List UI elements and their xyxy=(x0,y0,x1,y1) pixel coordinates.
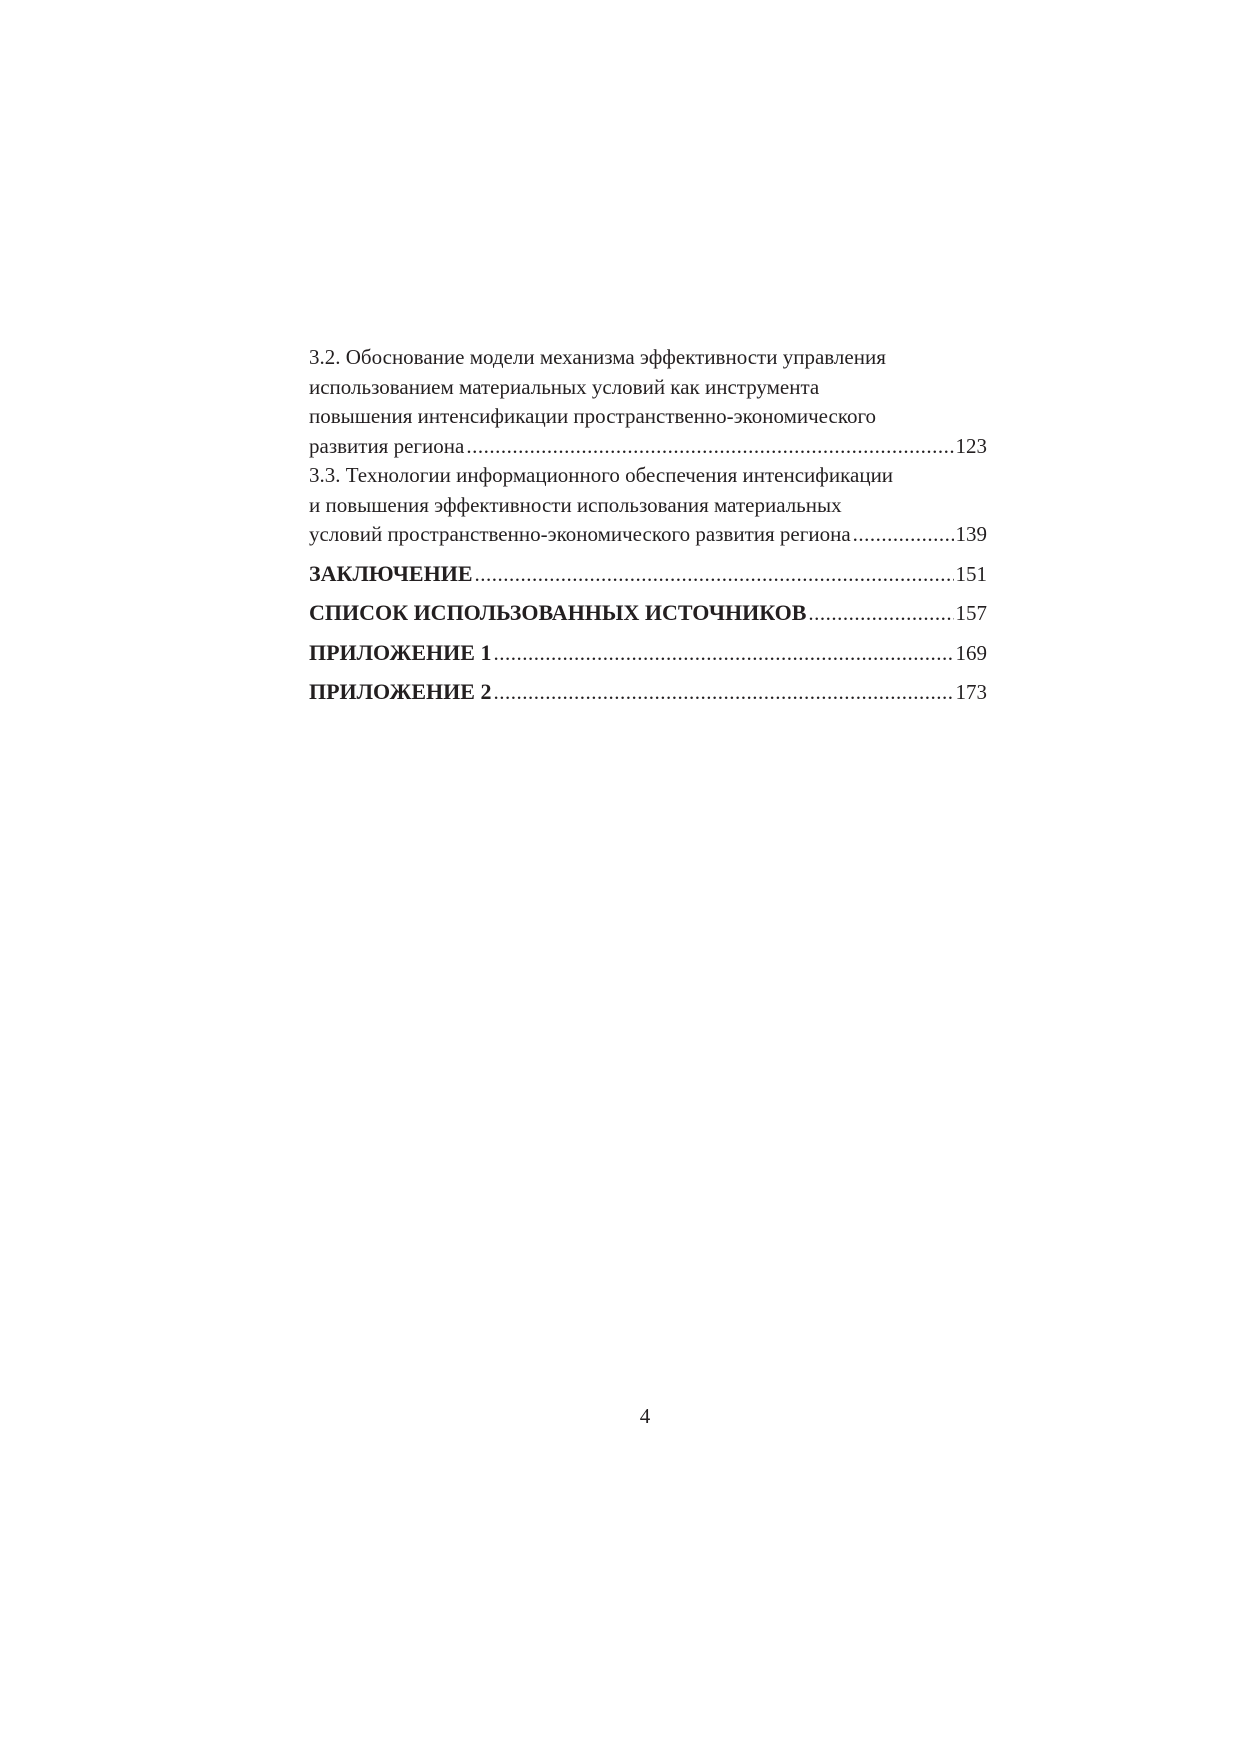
toc-entry-3-2 xyxy=(309,343,987,461)
dot-leader xyxy=(493,639,953,669)
dot-leader xyxy=(853,520,954,550)
toc-entry-last-line xyxy=(309,559,987,590)
toc-entry-last-line xyxy=(309,677,987,708)
toc-entry-last-line xyxy=(309,638,987,669)
page-number-footer: 4 xyxy=(639,1404,651,1428)
toc-entry-text-line: 3.3. Технологии информационного обеспечения интенсификации xyxy=(309,463,894,487)
toc-entry-title: ПРИЛОЖЕНИЕ 2 xyxy=(309,679,492,704)
toc-page-number: 151 xyxy=(955,561,987,586)
toc-entry-title-end: условий пространственно-экономического развития региона xyxy=(309,522,851,546)
toc-page-number: 173 xyxy=(955,680,987,704)
toc-page-number: 123 xyxy=(955,433,987,458)
toc-entry-last-line xyxy=(309,520,987,550)
dot-leader xyxy=(466,432,953,462)
toc-entry-text-line: повышения интенсификации пространственно-экономического xyxy=(309,404,877,428)
toc-entry-appendix-1 xyxy=(309,638,987,669)
toc-page-number: 139 xyxy=(955,522,987,546)
toc-entry-references xyxy=(309,598,987,629)
toc-entry-last-line xyxy=(309,432,987,462)
toc-entry-text-line: 3.2. Обоснование модели механизма эффективности управления xyxy=(309,345,886,369)
toc-page-number: 157 xyxy=(955,601,987,625)
toc-entry-3-3 xyxy=(309,461,987,550)
toc-entry-text-line: и повышения эффективности использования материальных xyxy=(309,492,842,517)
toc-entry-title-end: развития региона xyxy=(309,433,465,458)
toc-entry-title: СПИСОК ИСПОЛЬЗОВАННЫХ ИСТОЧНИКОВ xyxy=(309,600,807,625)
toc-entry-title: ПРИЛОЖЕНИЕ 1 xyxy=(309,639,492,665)
toc-entry-text-line: использованием материальных условий как инструмента xyxy=(309,374,820,399)
toc-entry-title: ЗАКЛЮЧЕНИЕ xyxy=(309,560,473,586)
dot-leader xyxy=(808,599,953,629)
dot-leader xyxy=(493,678,953,708)
toc-entry-conclusion xyxy=(309,559,987,590)
table-of-contents xyxy=(309,343,987,708)
toc-entry-last-line xyxy=(309,598,987,629)
toc-entry-appendix-2 xyxy=(309,677,987,708)
dot-leader xyxy=(475,560,954,590)
toc-page-number: 169 xyxy=(955,640,987,665)
